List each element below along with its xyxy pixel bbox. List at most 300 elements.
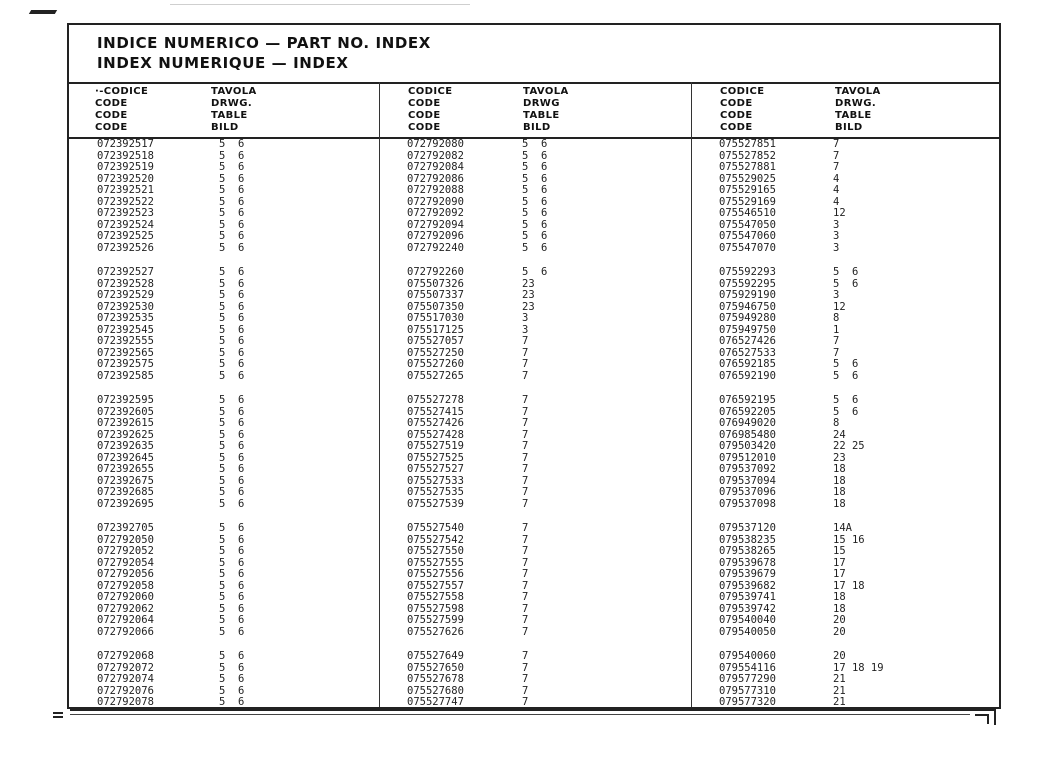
part-code: 075529025 — [719, 172, 776, 185]
entry-group — [97, 395, 377, 510]
table-reference: 5 6 — [219, 312, 245, 324]
part-code: 075527428 — [407, 428, 464, 441]
table-reference: 20 — [833, 625, 846, 638]
table-reference: 5 6 — [219, 405, 245, 418]
index-entry-row — [407, 185, 687, 197]
table-reference: 18 — [833, 474, 846, 487]
part-code: 075517030 — [407, 312, 464, 324]
table-reference: 7 — [522, 335, 529, 347]
entry-group — [407, 523, 687, 638]
column-header-row — [69, 82, 999, 139]
table-reference: 5 6 — [219, 241, 245, 254]
part-code: 075527557 — [407, 579, 464, 592]
part-code: 079537096 — [719, 486, 776, 498]
part-code: 072792054 — [97, 556, 154, 569]
index-entry-row — [97, 569, 377, 581]
table-reference: 5 6 — [219, 149, 245, 162]
part-code: 075527519 — [407, 440, 464, 452]
table-reference: 7 — [522, 579, 529, 592]
part-code: 072392555 — [97, 335, 154, 347]
index-entry-row — [407, 243, 687, 255]
table-reference: 5 6 — [219, 172, 245, 185]
index-entry-row — [719, 569, 999, 581]
index-entry-row — [407, 395, 687, 407]
part-code: 075527539 — [407, 497, 464, 510]
table-reference: 21 — [833, 673, 846, 685]
table-reference: 17 18 19 — [833, 661, 884, 674]
header-text: CODE — [720, 98, 753, 109]
part-code: 075547050 — [719, 218, 776, 231]
part-code: 075949280 — [719, 312, 776, 324]
index-entry-row — [719, 418, 999, 430]
table-reference: 7 — [833, 161, 840, 173]
index-entry-row — [97, 267, 377, 279]
part-code: 079577320 — [719, 696, 776, 708]
header-text: CODE — [95, 122, 128, 133]
table-reference: 15 16 — [833, 533, 865, 546]
scan-artifact-rule — [170, 4, 470, 5]
table-reference: 5 6 — [219, 661, 245, 674]
index-entry-row — [407, 162, 687, 174]
index-entry-row — [719, 697, 999, 709]
index-entry-row — [97, 359, 377, 371]
part-code: 072392635 — [97, 440, 154, 452]
index-entry-row — [97, 674, 377, 686]
table-reference: 5 6 — [219, 323, 245, 336]
part-code: 072792074 — [97, 673, 154, 685]
table-reference: 7 — [522, 650, 529, 662]
table-reference: 5 6 — [219, 335, 245, 347]
part-code: 075949750 — [719, 323, 776, 336]
index-entry-row — [719, 231, 999, 243]
entry-group — [407, 395, 687, 510]
index-entry-row — [407, 627, 687, 639]
index-entry-row — [407, 697, 687, 709]
index-entry-row — [97, 441, 377, 453]
index-entry-row — [97, 627, 377, 639]
table-reference: 4 — [833, 195, 840, 208]
table-reference: 23 — [522, 289, 535, 301]
table-reference: 5 6 — [219, 428, 245, 441]
table-reference: 5 6 — [219, 533, 245, 546]
table-reference: 3 — [833, 241, 840, 254]
table-reference: 7 — [522, 451, 529, 464]
table-reference: 5 6 — [219, 394, 245, 406]
table-reference: 23 — [522, 277, 535, 290]
index-entry-row — [407, 231, 687, 243]
index-entry-row — [407, 359, 687, 371]
table-reference: 7 — [522, 673, 529, 685]
part-code: 072792092 — [407, 207, 464, 219]
part-code: 075527556 — [407, 568, 464, 580]
table-reference: 8 — [833, 417, 840, 429]
table-reference: 23 — [522, 300, 535, 313]
part-code: 072392565 — [97, 346, 154, 359]
part-code: 079537094 — [719, 474, 776, 487]
part-code: 079537092 — [719, 463, 776, 475]
table-reference: 4 — [833, 184, 840, 196]
table-reference: 7 — [522, 661, 529, 674]
index-entry-row — [407, 313, 687, 325]
header-text: DRWG. — [835, 98, 877, 109]
index-entry-row — [719, 395, 999, 407]
part-code: 072792062 — [97, 602, 154, 615]
index-entry-row — [719, 267, 999, 279]
header-text: TABLE — [523, 110, 560, 121]
header-text: CODE — [720, 122, 753, 133]
part-code: 076949020 — [719, 417, 776, 429]
index-entry-row — [407, 546, 687, 558]
table-reference: 5 6 — [219, 300, 245, 313]
part-code: 072792052 — [97, 545, 154, 557]
index-entry-row — [719, 243, 999, 255]
index-entry-row — [97, 546, 377, 558]
part-code: 072392529 — [97, 289, 154, 301]
table-reference: 5 6 — [522, 241, 548, 254]
part-code: 072392625 — [97, 428, 154, 441]
index-entry-row — [719, 336, 999, 348]
index-entry-row — [407, 674, 687, 686]
part-code: 076592205 — [719, 405, 776, 418]
table-reference: 5 6 — [522, 266, 548, 278]
table-reference: 7 — [522, 696, 529, 708]
column-2-code-header — [408, 86, 452, 134]
index-entry-row — [407, 139, 687, 151]
table-reference: 5 6 — [522, 172, 548, 185]
part-code: 075507337 — [407, 289, 464, 301]
part-code: 072792064 — [97, 614, 154, 626]
table-reference: 7 — [522, 346, 529, 359]
index-entry-row — [407, 464, 687, 476]
scan-artifact-dash — [53, 716, 63, 718]
part-code: 075527851 — [719, 138, 776, 150]
part-code: 075929190 — [719, 289, 776, 301]
part-code: 075527852 — [719, 149, 776, 162]
part-code: 075527599 — [407, 614, 464, 626]
header-text: BILD — [835, 122, 863, 133]
index-entry-row — [407, 615, 687, 627]
entry-group — [719, 139, 999, 254]
part-code: 079539741 — [719, 591, 776, 603]
part-code: 072392595 — [97, 394, 154, 406]
index-entry-row — [719, 185, 999, 197]
part-code: 079539742 — [719, 602, 776, 615]
part-code: 072792076 — [97, 684, 154, 697]
index-entry-row — [97, 313, 377, 325]
table-reference: 5 6 — [219, 184, 245, 196]
index-entry-row — [719, 371, 999, 383]
part-code: 072792082 — [407, 149, 464, 162]
table-reference: 3 — [522, 323, 529, 336]
part-code: 072792084 — [407, 161, 464, 173]
part-code: 075527626 — [407, 625, 464, 638]
part-code: 075592295 — [719, 277, 776, 290]
table-reference: 7 — [522, 405, 529, 418]
header-text: TABLE — [835, 110, 872, 121]
part-code: 072392705 — [97, 522, 154, 534]
table-reference: 20 — [833, 650, 846, 662]
table-reference: 5 6 — [219, 497, 245, 510]
part-code: 075527555 — [407, 556, 464, 569]
entry-group — [97, 267, 377, 382]
index-entry-row — [97, 395, 377, 407]
table-reference: 5 6 — [219, 474, 245, 487]
header-text: CODICE — [408, 86, 453, 97]
part-code: 079539679 — [719, 568, 776, 580]
index-entry-row — [407, 569, 687, 581]
part-code: 072792080 — [407, 138, 464, 150]
title-box — [69, 25, 999, 84]
index-page-frame — [67, 23, 1001, 709]
index-entry-row — [719, 441, 999, 453]
part-code: 076592190 — [719, 369, 776, 382]
index-entry-row — [719, 313, 999, 325]
part-code: 072392605 — [97, 405, 154, 418]
part-code: 075527426 — [407, 417, 464, 429]
index-entry-row — [407, 441, 687, 453]
table-reference: 5 6 — [219, 684, 245, 697]
index-entry-row — [719, 651, 999, 663]
part-code: 075946750 — [719, 300, 776, 313]
table-reference: 7 — [522, 602, 529, 615]
part-code: 072792056 — [97, 568, 154, 580]
table-reference: 7 — [522, 591, 529, 603]
index-column-3 — [719, 139, 999, 722]
part-code: 072392585 — [97, 369, 154, 382]
part-code: 075529169 — [719, 195, 776, 208]
table-reference: 5 6 — [219, 266, 245, 278]
table-reference: 5 6 — [219, 417, 245, 429]
part-code: 075517125 — [407, 323, 464, 336]
table-reference: 5 6 — [219, 346, 245, 359]
index-entry-row — [407, 336, 687, 348]
part-code: 072392523 — [97, 207, 154, 219]
part-code: 075527678 — [407, 673, 464, 685]
table-reference: 7 — [522, 684, 529, 697]
part-code: 072392675 — [97, 474, 154, 487]
part-code: 072392695 — [97, 497, 154, 510]
part-code: 079539682 — [719, 579, 776, 592]
table-reference: 17 — [833, 556, 846, 569]
part-code: 072792078 — [97, 696, 154, 708]
table-reference: 12 — [833, 207, 846, 219]
index-entry-row — [407, 371, 687, 383]
index-entry-row — [97, 592, 377, 604]
table-reference: 23 — [833, 451, 846, 464]
header-text: TAVOLA — [835, 86, 881, 97]
table-reference: 7 — [522, 545, 529, 557]
index-entry-row — [407, 592, 687, 604]
part-code: 075527260 — [407, 358, 464, 370]
part-code: 075527535 — [407, 486, 464, 498]
index-entry-row — [407, 487, 687, 499]
table-reference: 5 6 — [522, 161, 548, 173]
entry-group — [719, 267, 999, 382]
index-entry-row — [719, 523, 999, 535]
table-reference: 5 6 — [219, 218, 245, 231]
part-code: 075592293 — [719, 266, 776, 278]
part-code: 079539678 — [719, 556, 776, 569]
index-entry-row — [719, 499, 999, 511]
part-code: 072792240 — [407, 241, 464, 254]
part-code: 072792050 — [97, 533, 154, 546]
index-entry-row — [719, 208, 999, 220]
header-text: TABLE — [211, 110, 248, 121]
table-reference: 20 — [833, 614, 846, 626]
part-code: 079554116 — [719, 661, 776, 674]
table-reference: 7 — [522, 417, 529, 429]
entry-group — [97, 523, 377, 638]
index-entry-row — [719, 162, 999, 174]
part-code: 075527527 — [407, 463, 464, 475]
column-divider — [379, 82, 380, 707]
table-reference: 5 6 — [219, 696, 245, 708]
part-code: 076592195 — [719, 394, 776, 406]
table-reference: 21 — [833, 684, 846, 697]
column-1-ref-header — [211, 86, 257, 134]
entry-group — [97, 651, 377, 709]
index-entry-row — [719, 615, 999, 627]
table-reference: 7 — [522, 474, 529, 487]
table-reference: 5 6 — [522, 230, 548, 242]
index-entry-row — [719, 464, 999, 476]
table-reference: 8 — [833, 312, 840, 324]
part-code: 079577290 — [719, 673, 776, 685]
part-code: 072392518 — [97, 149, 154, 162]
part-code: 072392545 — [97, 323, 154, 336]
table-reference: 5 6 — [219, 138, 245, 150]
table-reference: 5 6 — [219, 161, 245, 173]
part-code: 072392527 — [97, 266, 154, 278]
table-reference: 21 — [833, 696, 846, 708]
table-reference: 7 — [833, 149, 840, 162]
table-reference: 5 6 — [522, 138, 548, 150]
part-code: 072792260 — [407, 266, 464, 278]
part-code: 072392525 — [97, 230, 154, 242]
part-code: 075527540 — [407, 522, 464, 534]
part-code: 075527550 — [407, 545, 464, 557]
index-entry-row — [97, 371, 377, 383]
table-reference: 5 6 — [833, 277, 859, 290]
index-entry-row — [97, 208, 377, 220]
table-reference: 7 — [522, 369, 529, 382]
page-corner-mark — [975, 714, 989, 724]
table-reference: 7 — [522, 568, 529, 580]
table-reference: 5 6 — [219, 230, 245, 242]
part-code: 079538235 — [719, 533, 776, 546]
header-text: CODE — [408, 110, 441, 121]
table-reference: 18 — [833, 602, 846, 615]
part-code: 079540060 — [719, 650, 776, 662]
table-reference: 5 6 — [219, 673, 245, 685]
index-entry-row — [719, 546, 999, 558]
table-reference: 17 — [833, 568, 846, 580]
part-code: 075527278 — [407, 394, 464, 406]
table-reference: 5 6 — [219, 625, 245, 638]
table-reference: 1 — [833, 323, 840, 336]
index-entry-row — [97, 162, 377, 174]
part-code: 076527533 — [719, 346, 776, 359]
part-code: 075527057 — [407, 335, 464, 347]
table-reference: 4 — [833, 172, 840, 185]
part-code: 076527426 — [719, 335, 776, 347]
part-code: 072392522 — [97, 195, 154, 208]
table-reference: 5 6 — [833, 369, 859, 382]
table-reference: 3 — [522, 312, 529, 324]
index-entry-row — [97, 487, 377, 499]
index-entry-row — [97, 185, 377, 197]
column-divider — [691, 82, 692, 707]
part-code: 076592185 — [719, 358, 776, 370]
header-text: BILD — [523, 122, 551, 133]
index-entry-row — [719, 487, 999, 499]
part-code: 072792058 — [97, 579, 154, 592]
table-reference: 18 — [833, 463, 846, 475]
table-reference: 7 — [522, 358, 529, 370]
table-reference: 5 6 — [219, 369, 245, 382]
part-code: 075546510 — [719, 207, 776, 219]
table-reference: 22 25 — [833, 440, 865, 452]
table-reference: 5 6 — [219, 207, 245, 219]
index-entry-row — [97, 464, 377, 476]
table-reference: 5 6 — [833, 405, 859, 418]
index-entry-row — [407, 208, 687, 220]
page-title-line-2: INDEX NUMERIQUE — INDEX — [97, 54, 349, 72]
header-text: TAVOLA — [211, 86, 257, 97]
part-code: 072792068 — [97, 650, 154, 662]
column-3-code-header — [720, 86, 764, 134]
index-entry-row — [97, 336, 377, 348]
part-code: 072392526 — [97, 241, 154, 254]
table-reference: 5 6 — [219, 568, 245, 580]
index-entry-row — [97, 615, 377, 627]
table-reference: 5 6 — [219, 556, 245, 569]
part-code: 072392519 — [97, 161, 154, 173]
index-entry-row — [97, 231, 377, 243]
part-code: 075527649 — [407, 650, 464, 662]
part-code: 072392528 — [97, 277, 154, 290]
entry-group — [407, 139, 687, 254]
table-reference: 7 — [522, 463, 529, 475]
index-column-1 — [97, 139, 377, 722]
header-text: CODE — [408, 98, 441, 109]
table-reference: 3 — [833, 218, 840, 231]
part-code: 075529165 — [719, 184, 776, 196]
part-code: 072792090 — [407, 195, 464, 208]
part-code: 075527542 — [407, 533, 464, 546]
index-entry-row — [719, 359, 999, 371]
index-entry-row — [407, 499, 687, 511]
table-reference: 5 6 — [219, 602, 245, 615]
table-reference: 5 6 — [219, 440, 245, 452]
table-reference: 5 6 — [833, 358, 859, 370]
table-reference: 7 — [522, 440, 529, 452]
entry-group — [97, 139, 377, 254]
table-reference: 7 — [522, 428, 529, 441]
part-code: 075527680 — [407, 684, 464, 697]
index-entry-row — [719, 627, 999, 639]
bottom-double-rule — [70, 709, 970, 717]
table-reference: 18 — [833, 486, 846, 498]
table-reference: 3 — [833, 230, 840, 242]
part-code: 075547070 — [719, 241, 776, 254]
table-reference: 7 — [833, 335, 840, 347]
table-reference: 14A — [833, 522, 852, 534]
index-entry-row — [407, 651, 687, 663]
entry-group — [719, 523, 999, 638]
table-reference: 5 6 — [522, 195, 548, 208]
table-reference: 17 18 — [833, 579, 865, 592]
